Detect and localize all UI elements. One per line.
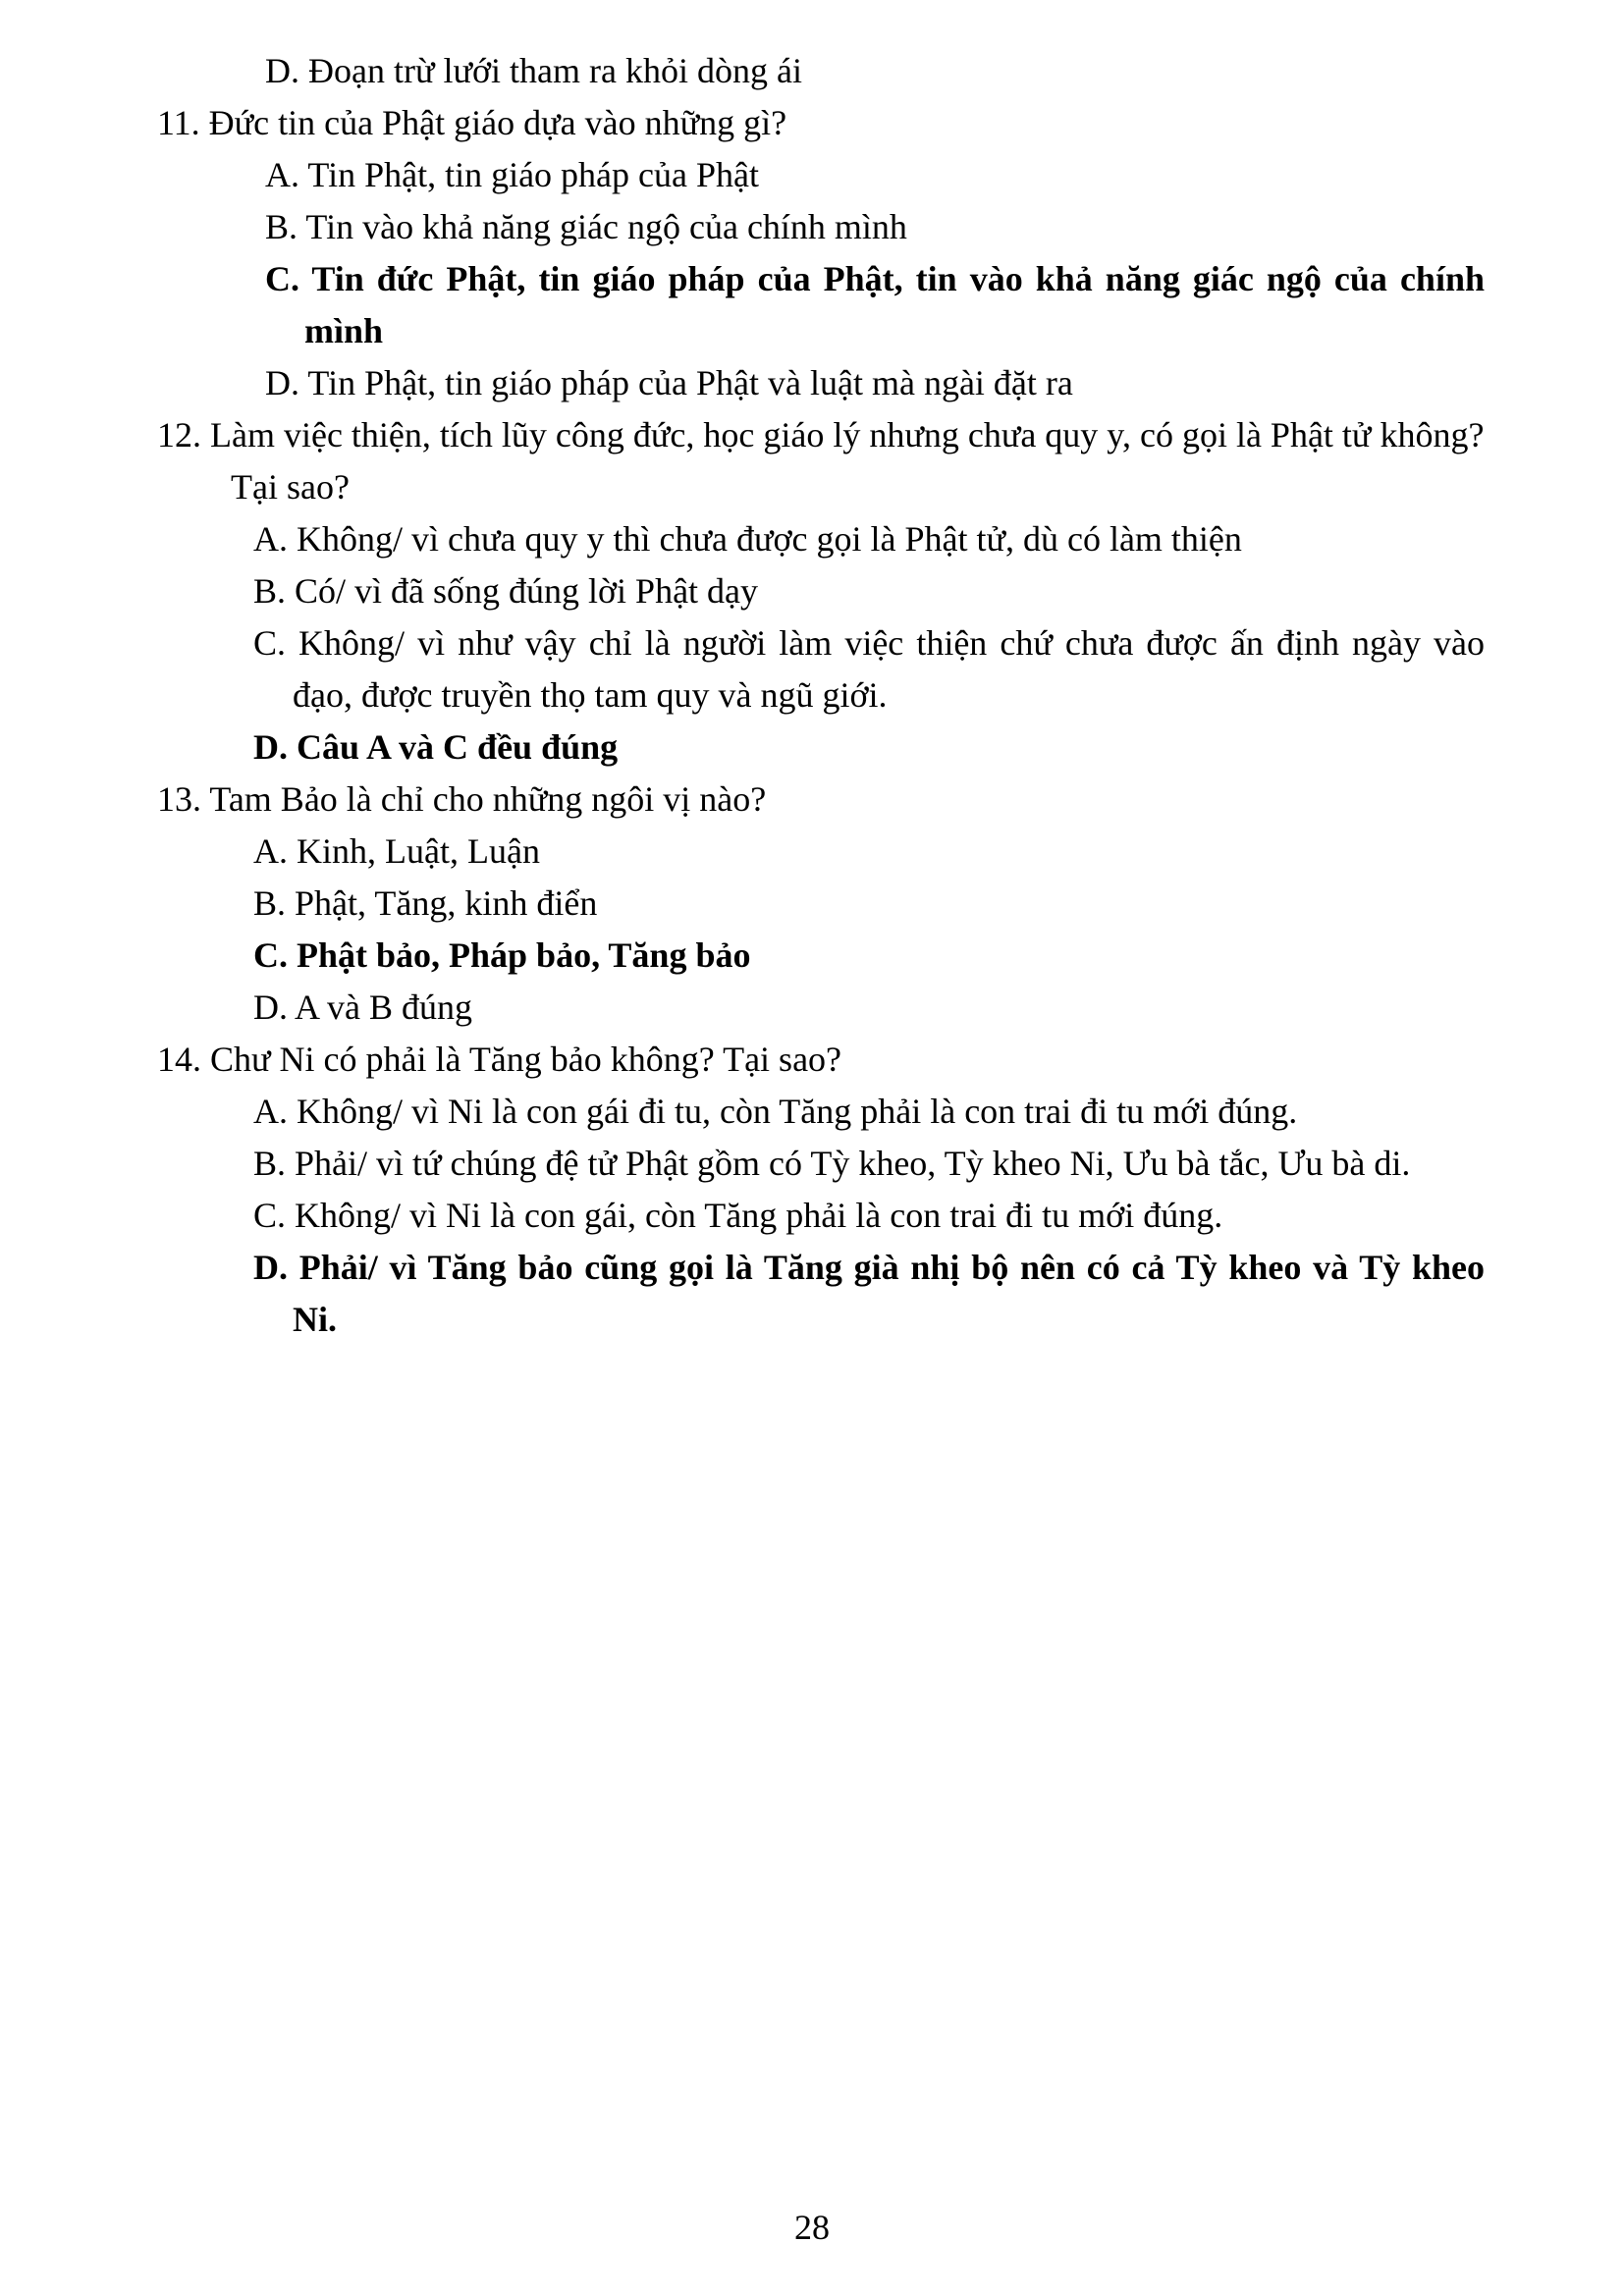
q14-option-a: A. Không/ vì Ni là con gái đi tu, còn Tăng phải là con trai đi tu mới đúng. — [253, 1092, 1298, 1131]
q12-option-a: A. Không/ vì chưa quy y thì chưa được gọi là Phật tử, dù có làm thiện — [253, 519, 1242, 559]
q12-text: 12. Làm việc thiện, tích lũy công đức, học giáo lý nhưng chưa quy y, có gọi là Phật tử không? Tại sao? — [157, 415, 1485, 507]
q11-option-c-correct: C. Tin đức Phật, tin giáo pháp của Phật, tin vào khả năng giác ngộ của chính mình — [265, 259, 1485, 350]
q14-option-d-correct: D. Phải/ vì Tăng bảo cũng gọi là Tăng già nhị bộ nên có cả Tỳ kheo và Tỳ kheo Ni. — [253, 1248, 1485, 1339]
q13-option-a: A. Kinh, Luật, Luận — [253, 831, 540, 871]
q12-option-d-correct: D. Câu A và C đều đúng — [253, 727, 619, 767]
question-11 — [157, 97, 1485, 409]
q13-text: 13. Tam Bảo là chỉ cho những ngôi vị nào? — [157, 779, 767, 819]
q13-option-d: D. A và B đúng — [253, 988, 473, 1027]
q14-text: 14. Chư Ni có phải là Tăng bảo không? Tại sao? — [157, 1040, 842, 1079]
q11-option-b: B. Tin vào khả năng giác ngộ của chính mình — [265, 207, 907, 246]
q14-option-b: B. Phải/ vì tứ chúng đệ tử Phật gồm có Tỳ kheo, Tỳ kheo Ni, Ưu bà tắc, Ưu bà di. — [253, 1144, 1411, 1183]
q12-option-b: B. Có/ vì đã sống đúng lời Phật dạy — [253, 571, 759, 611]
question-13 — [157, 774, 1485, 1034]
quiz-content — [157, 45, 1485, 1346]
q11-option-a: A. Tin Phật, tin giáo pháp của Phật — [265, 155, 759, 194]
q13-option-c-correct: C. Phật bảo, Pháp bảo, Tăng bảo — [253, 935, 751, 975]
q10-option-d: D. Đoạn trừ lưới tham ra khỏi dòng ái — [265, 51, 802, 90]
page-number: 28 — [794, 2208, 830, 2247]
q11-option-d: D. Tin Phật, tin giáo pháp của Phật và luật mà ngài đặt ra — [265, 363, 1073, 402]
q11-text: 11. Đức tin của Phật giáo dựa vào những gì? — [157, 103, 787, 142]
question-14 — [157, 1034, 1485, 1346]
q13-option-b: B. Phật, Tăng, kinh điển — [253, 883, 598, 923]
q14-option-c: C. Không/ vì Ni là con gái, còn Tăng phải là con trai đi tu mới đúng. — [253, 1196, 1223, 1235]
q12-option-c: C. Không/ vì như vậy chỉ là người làm việc thiện chứ chưa được ấn định ngày vào đạo, được truyền thọ tam quy và ngũ giới. — [253, 623, 1485, 715]
question-12 — [157, 409, 1485, 774]
